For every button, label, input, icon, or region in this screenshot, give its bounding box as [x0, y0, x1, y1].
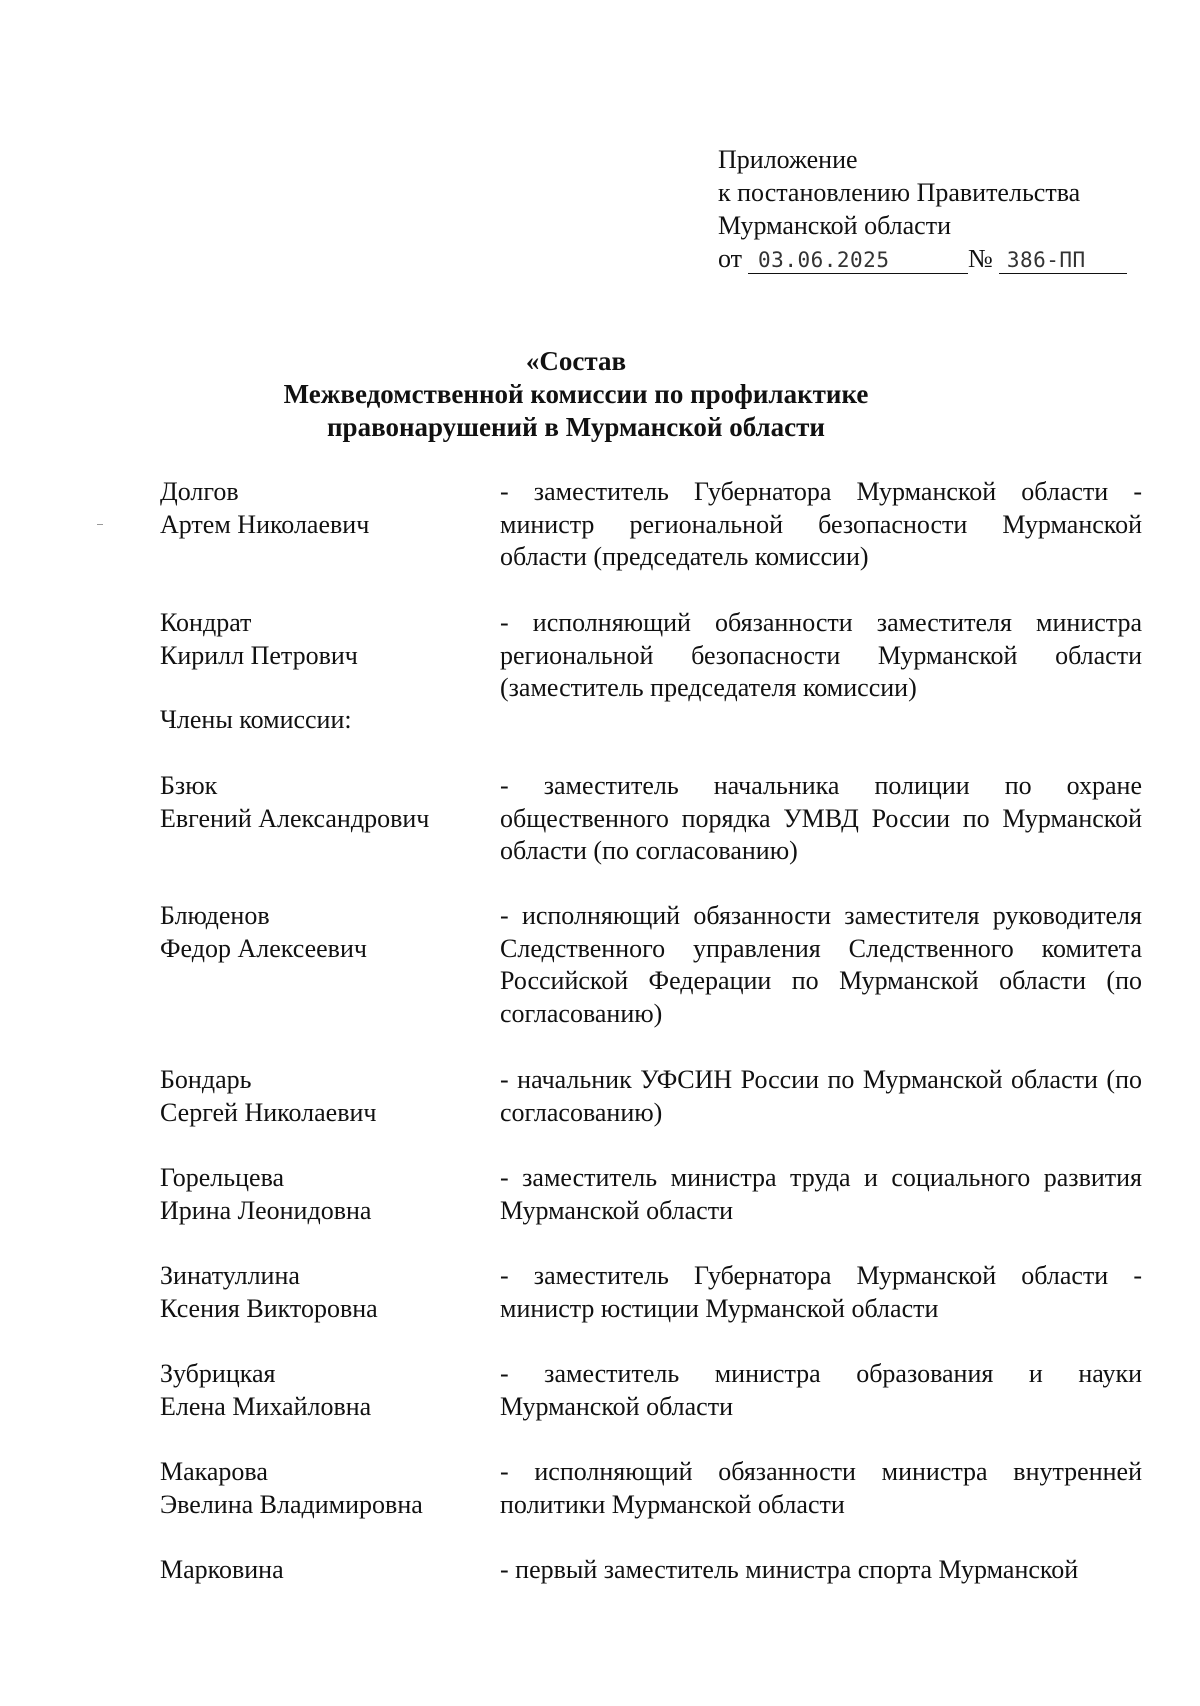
- member-given-names: Ксения Викторовна: [160, 1293, 378, 1323]
- from-label: от: [718, 244, 743, 273]
- member-name: [160, 1554, 480, 1587]
- member-role: - заместитель Губернатора Мурманской области - министр юстиции Мурманской области: [500, 1261, 1142, 1323]
- member-name: [160, 1162, 480, 1227]
- member-name: [160, 1456, 480, 1521]
- member-role: - заместитель министра труда и социального развития Мурманской области: [500, 1163, 1142, 1225]
- member-name: [160, 1358, 480, 1423]
- member-name: [160, 607, 480, 672]
- member-surname: Долгов: [160, 477, 239, 506]
- title-line-2: Межведомственной комиссии по профилактике: [283, 379, 869, 409]
- member-given-names: Ирина Леонидовна: [160, 1195, 372, 1225]
- member-surname: Бондарь: [160, 1065, 252, 1094]
- member-role: - начальник УФСИН России по Мурманской области (по согласованию): [500, 1065, 1142, 1127]
- member-role: - заместитель министра образования и науки Мурманской области: [500, 1359, 1142, 1421]
- member-given-names: Евгений Александрович: [160, 803, 430, 833]
- member-given-names: Федор Алексеевич: [160, 933, 367, 963]
- member-given-names: Артем Николаевич: [160, 509, 370, 539]
- member-surname: Блюденов: [160, 901, 270, 930]
- member-given-names: Сергей Николаевич: [160, 1097, 377, 1127]
- number-sign: №: [968, 244, 993, 273]
- appendix-date-row: [718, 242, 1127, 275]
- member-role: - заместитель Губернатора Мурманской области - министр региональной безопасности Мурманской области (председатель комиссии): [500, 477, 1142, 571]
- appendix-header: [718, 143, 1127, 275]
- member-role: - заместитель начальника полиции по охране общественного порядка УМВД России по Мурманской области (по согласованию): [500, 771, 1142, 865]
- member-name: [160, 476, 480, 541]
- appendix-reference: к постановлению Правительства: [718, 178, 1081, 207]
- member-given-names: Елена Михайловна: [160, 1391, 372, 1421]
- member-given-names: Кирилл Петрович: [160, 640, 358, 670]
- member-role: - исполняющий обязанности министра внутренней политики Мурманской области: [500, 1457, 1142, 1519]
- scan-artifact: [97, 524, 103, 525]
- document-title: [0, 345, 1200, 444]
- appendix-region: Мурманской области: [718, 211, 951, 240]
- resolution-date: 03.06.2025: [748, 247, 968, 274]
- appendix-title: Приложение: [718, 145, 858, 174]
- member-role: - первый заместитель министра спорта Мурманской: [500, 1555, 1079, 1584]
- member-surname: Марковина: [160, 1555, 284, 1584]
- member-name: [160, 770, 480, 835]
- title-line-1: «Состав: [525, 346, 627, 376]
- member-surname: Кондрат: [160, 608, 252, 637]
- member-name: [160, 900, 480, 965]
- member-surname: Макарова: [160, 1457, 268, 1486]
- member-role: - исполняющий обязанности заместителя руководителя Следственного управления Следственного комитета Российской Федерации по Мурманской области (по согласованию): [500, 901, 1142, 1028]
- member-surname: Зинатуллина: [160, 1261, 300, 1290]
- member-given-names: Эвелина Владимировна: [160, 1489, 423, 1519]
- member-name: [160, 1260, 480, 1325]
- resolution-number: 386-ПП: [999, 247, 1127, 274]
- member-name: [160, 1064, 480, 1129]
- members-label: Члены комиссии:: [160, 705, 352, 734]
- member-role: - исполняющий обязанности заместителя министра региональной безопасности Мурманской области (заместитель председателя комиссии): [500, 608, 1142, 702]
- member-surname: Бзюк: [160, 771, 218, 800]
- title-line-3: правонарушений в Мурманской области: [327, 412, 825, 442]
- member-surname: Горельцева: [160, 1163, 285, 1192]
- member-surname: Зубрицкая: [160, 1359, 276, 1388]
